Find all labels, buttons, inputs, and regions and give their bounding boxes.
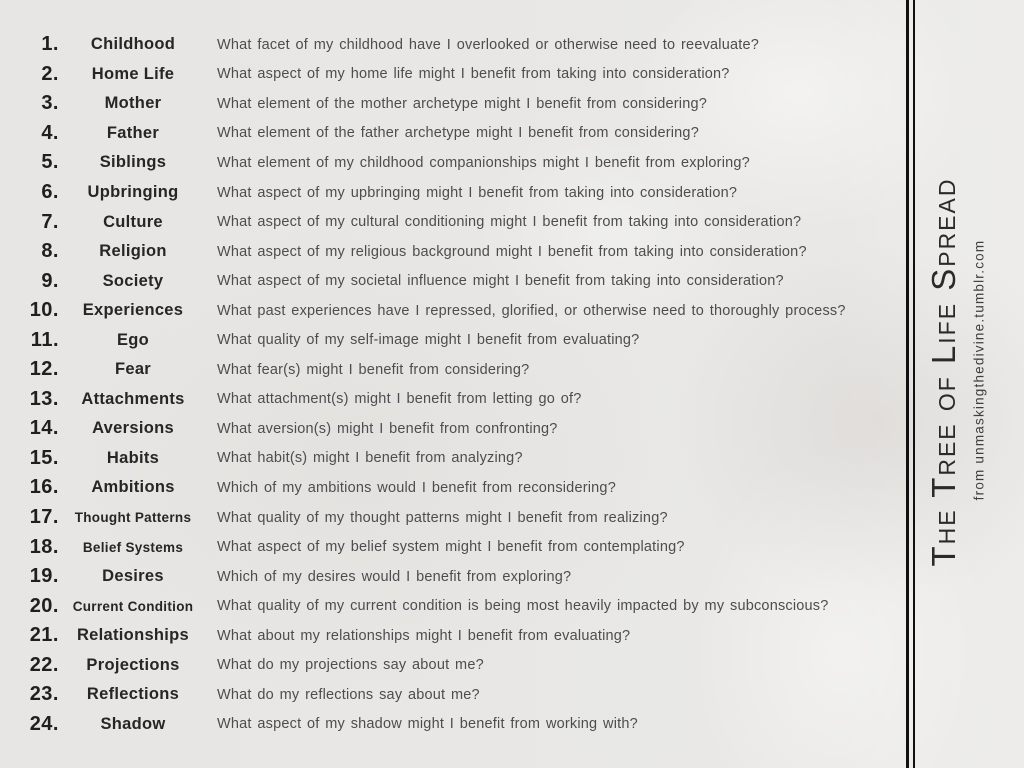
spread-row: [15, 178, 904, 208]
row-number: 17.: [29, 506, 59, 529]
row-label: Ambitions: [91, 478, 175, 497]
row-question: What aspect of my home life might I benefit from taking into consideration?: [217, 66, 730, 83]
row-label: Siblings: [99, 153, 167, 172]
row-question: What aspect of my societal influence might I benefit from taking into consideration?: [217, 273, 784, 290]
spread-row: [15, 414, 904, 444]
spread-row: [15, 562, 904, 592]
row-label: Father: [106, 123, 160, 142]
row-number: 24.: [29, 712, 59, 735]
row-question: What facet of my childhood have I overlooked or otherwise need to reevaluate?: [217, 36, 760, 53]
row-label: Experiences: [82, 301, 184, 320]
row-label: Projections: [86, 655, 180, 674]
spread-row: [15, 325, 904, 355]
row-number: 18.: [29, 535, 59, 558]
spread-row: [15, 60, 904, 90]
spread-row: [15, 473, 904, 503]
row-number: 12.: [29, 358, 59, 381]
row-number: 15.: [29, 446, 59, 469]
row-number: 13.: [29, 387, 59, 410]
row-label: Society: [102, 271, 164, 290]
row-number: 20.: [29, 594, 59, 617]
row-number: 9.: [41, 269, 59, 292]
row-number: 11.: [30, 328, 59, 351]
row-label: Attachments: [81, 389, 185, 408]
row-label: Reflections: [86, 685, 180, 704]
row-number: 6.: [41, 181, 59, 203]
spread-row: [15, 710, 904, 740]
row-question: Which of my ambitions would I benefit from reconsidering?: [217, 479, 616, 496]
spread-row: [15, 532, 904, 562]
row-label: Current Condition: [72, 598, 194, 614]
row-label: Home Life: [91, 64, 175, 83]
row-question: What aspect of my belief system might I benefit from contemplating?: [217, 539, 685, 556]
row-question: What element of the father archetype might I benefit from considering?: [217, 125, 699, 142]
row-label: Culture: [103, 212, 163, 231]
row-question: What aspect of my religious background might I benefit from taking into consideration?: [217, 243, 807, 260]
spread-row: [15, 89, 904, 119]
spread-list: [15, 30, 904, 739]
row-question: What attachment(s) might I benefit from letting go of?: [217, 391, 582, 408]
row-question: What aspect of my cultural conditioning might I benefit from taking into consideration?: [217, 214, 802, 231]
row-number: 23.: [29, 683, 59, 706]
row-label: Desires: [102, 567, 164, 586]
row-question: What aspect of my upbringing might I benefit from taking into consideration?: [217, 184, 738, 201]
row-question: What aversion(s) might I benefit from confronting?: [217, 420, 558, 437]
row-question: What do my reflections say about me?: [217, 686, 480, 703]
row-question: What quality of my current condition is being most heavily impacted by my subconscious?: [217, 598, 829, 615]
row-number: 16.: [29, 476, 59, 499]
spread-row: [15, 621, 904, 651]
row-label: Thought Patterns: [74, 510, 192, 526]
row-question: What fear(s) might I benefit from considering?: [217, 361, 530, 378]
row-label: Aversions: [92, 419, 174, 438]
row-number: 21.: [29, 624, 59, 647]
row-question: What about my relationships might I benefit from evaluating?: [217, 627, 631, 644]
spread-row: [15, 680, 904, 710]
row-label: Mother: [104, 94, 162, 113]
page-title: The Tree of Life Spread: [925, 177, 962, 567]
spread-row: [15, 444, 904, 474]
row-question: What quality of my self-image might I benefit from evaluating?: [217, 332, 640, 349]
spread-row: [15, 148, 904, 178]
row-number: 19.: [29, 565, 59, 588]
row-label: Belief Systems: [82, 539, 184, 555]
row-number: 10.: [29, 299, 59, 322]
spread-row: [15, 355, 904, 385]
spread-row: [15, 650, 904, 680]
row-label: Ego: [116, 330, 150, 349]
row-question: What do my projections say about me?: [217, 657, 484, 674]
row-number: 4.: [41, 121, 59, 144]
row-question: What element of my childhood companionships might I benefit from exploring?: [217, 154, 750, 171]
row-question: What quality of my thought patterns might I benefit from realizing?: [217, 509, 668, 526]
spread-row: [15, 207, 904, 237]
row-label: Habits: [106, 448, 160, 467]
spread-row: [15, 237, 904, 267]
row-number: 3.: [41, 92, 59, 115]
spread-row: [15, 119, 904, 149]
row-number: 14.: [29, 417, 59, 440]
row-question: What past experiences have I repressed, glorified, or otherwise need to thoroughly process?: [217, 302, 846, 319]
row-number: 8.: [41, 240, 59, 263]
row-label: Relationships: [76, 626, 190, 645]
row-label: Upbringing: [87, 183, 179, 201]
attribution-url: from unmaskingthedivine.tumblr.com: [971, 239, 987, 501]
row-number: 2.: [41, 62, 59, 85]
row-number: 1.: [41, 33, 59, 56]
spread-row: [15, 591, 904, 621]
row-number: 22.: [29, 653, 59, 676]
row-question: What element of the mother archetype might I benefit from considering?: [217, 95, 708, 112]
row-question: What aspect of my shadow might I benefit from working with?: [217, 716, 638, 733]
row-question: What habit(s) might I benefit from analyzing?: [217, 450, 523, 467]
spread-row: [15, 30, 904, 60]
spread-row: [15, 385, 904, 415]
spread-row: [15, 296, 904, 326]
row-label: Religion: [99, 242, 167, 261]
spread-row: [15, 503, 904, 533]
row-label: Fear: [114, 360, 152, 379]
row-number: 7.: [41, 210, 59, 233]
vertical-double-rule: [906, 0, 915, 768]
row-question: Which of my desires would I benefit from exploring?: [217, 568, 572, 585]
row-label: Shadow: [100, 714, 166, 733]
row-number: 5.: [41, 151, 59, 174]
spread-row: [15, 266, 904, 296]
row-label: Childhood: [90, 35, 176, 54]
